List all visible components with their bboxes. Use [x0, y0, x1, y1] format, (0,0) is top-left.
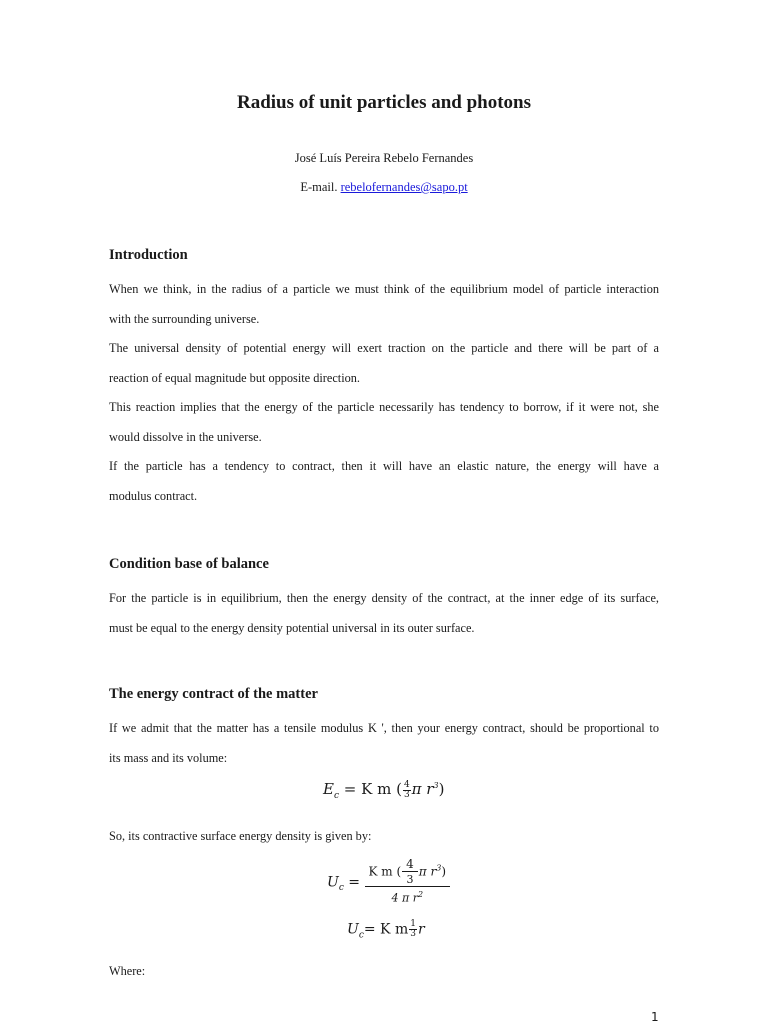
eq-text: = K m (	[343, 780, 402, 798]
text-line: Where:	[109, 964, 146, 978]
eq-text: π r	[411, 780, 434, 798]
text-line: would dissolve in the universe.	[109, 429, 262, 444]
paper-title: Radius of unit particles and photons	[236, 92, 532, 113]
text-line: The universal density of potential energy will exert traction on the particle and there will be part of a	[109, 341, 659, 355]
section-heading-energy-contract: The energy contract of the matter	[109, 686, 318, 702]
where-paragraph	[109, 957, 659, 987]
text-line: This reaction implies that the energy of the particle necessarily has tendency to borrow, if it were not, she	[109, 400, 659, 414]
email-link[interactable]: rebelofernandes@sapo.pt	[340, 180, 468, 194]
eq-subscript: c	[338, 883, 344, 894]
eq-text: )	[438, 780, 445, 798]
eq-fraction: $\frac{4}{3}$	[403, 779, 410, 800]
text-line: For the particle is in equilibrium, then the energy density of the contract, at the inner edge of its surface,	[109, 591, 659, 605]
author-name: José Luís Pereira Rebelo Fernandes	[294, 151, 474, 165]
equation-simplified	[347, 920, 425, 940]
eq-main-fraction: K m ( $\frac{4}{3}$ π $r^3$) 4 π $r^2$	[365, 860, 451, 905]
text-line: modulus contract.	[109, 488, 198, 503]
text-line: If the particle has a tendency to contract, then it will have an elastic nature, the energy will have a	[109, 459, 659, 473]
section-heading-introduction: Introduction	[109, 247, 188, 263]
introduction-paragraph	[109, 275, 659, 511]
section-heading-condition: Condition base of balance	[109, 556, 269, 572]
text-line: its mass and its volume:	[109, 750, 228, 765]
condition-paragraph	[109, 584, 659, 643]
page-number: 1	[651, 1010, 659, 1024]
eq-text: = K m	[363, 921, 409, 938]
text-line: When we think, in the radius of a particle we must think of the equilibrium model of particle interaction	[109, 282, 659, 296]
eq-superscript: 3	[433, 781, 439, 790]
email-label: E-mail.	[300, 180, 341, 194]
eq-text: r	[417, 921, 425, 938]
eq-fraction: $\frac{1}{3}$	[410, 919, 416, 939]
eq-text: =	[343, 874, 365, 891]
equation-energy-contract	[323, 780, 444, 801]
eq-subscript: c	[333, 791, 339, 801]
text-line: If we admit that the matter has a tensile modulus K ', then your energy contract, should be proportional to	[109, 721, 659, 735]
eq-subscript: c	[358, 930, 364, 941]
text-line: must be equal to the energy density potential universal in its outer surface.	[109, 620, 475, 635]
text-line: So, its contractive surface energy density is given by:	[109, 829, 372, 843]
equation-surface-density	[327, 857, 450, 905]
energy-contract-paragraph	[109, 714, 659, 773]
text-line: with the surrounding universe.	[109, 311, 260, 326]
email-line	[0, 180, 768, 195]
eq-symbol: U	[347, 921, 359, 938]
text-line: reaction of equal magnitude but opposite direction.	[109, 370, 360, 385]
after-eq1-paragraph	[109, 822, 659, 852]
eq-symbol: U	[327, 874, 339, 891]
eq-symbol: E	[323, 780, 334, 798]
